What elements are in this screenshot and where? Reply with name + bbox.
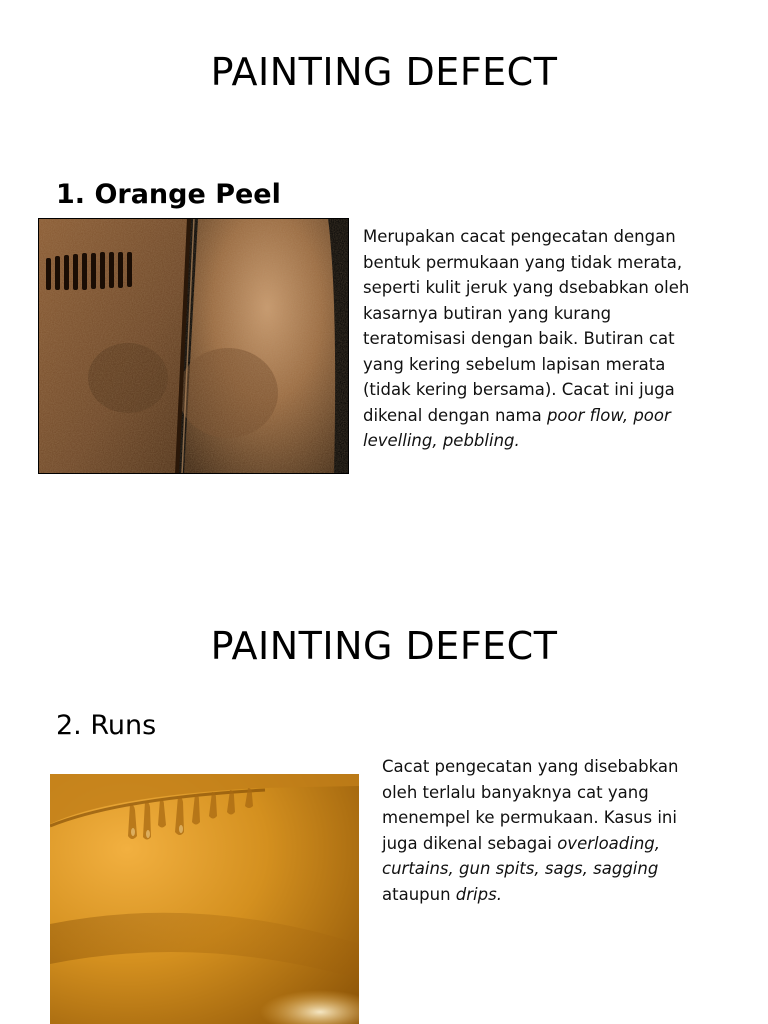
description-italic-terms: poor flow, poor levelling, pebbling. (363, 405, 671, 450)
orange-peel-description (363, 224, 713, 454)
section-heading: 1. Orange Peel (56, 179, 281, 210)
slide-runs (0, 562, 768, 1024)
slide-title: PAINTING DEFECT (210, 50, 558, 94)
description-text: Merupakan cacat pengecatan dengan bentuk permukaan yang tidak merata, seperti kulit jeruk yang dsebabkan oleh kasarnya butiran yang kurang teratomisasi dengan baik. Butiran cat yang kering sebelum lapisan merata (tidak kering bersama). Cacat ini juga dikenal dengan nama (363, 227, 690, 425)
section-heading: 2. Runs (56, 710, 157, 741)
description-text: Cacat pengecatan yang disebabkan oleh terlalu banyaknya cat yang menempel ke permukaan. Kasus ini juga dikenal sebagai (382, 757, 679, 853)
runs-illustration (50, 774, 359, 1024)
slide-title: PAINTING DEFECT (210, 624, 558, 668)
description-italic-terms: overloading, curtains, gun spits, sags, sagging (382, 833, 661, 878)
orange-peel-photo (38, 218, 349, 474)
description-text-connector: ataupun (382, 884, 456, 904)
runs-photo (50, 774, 359, 1024)
description-italic-final: drips. (455, 884, 502, 904)
runs-description (382, 754, 712, 907)
orange-peel-illustration (38, 218, 349, 474)
